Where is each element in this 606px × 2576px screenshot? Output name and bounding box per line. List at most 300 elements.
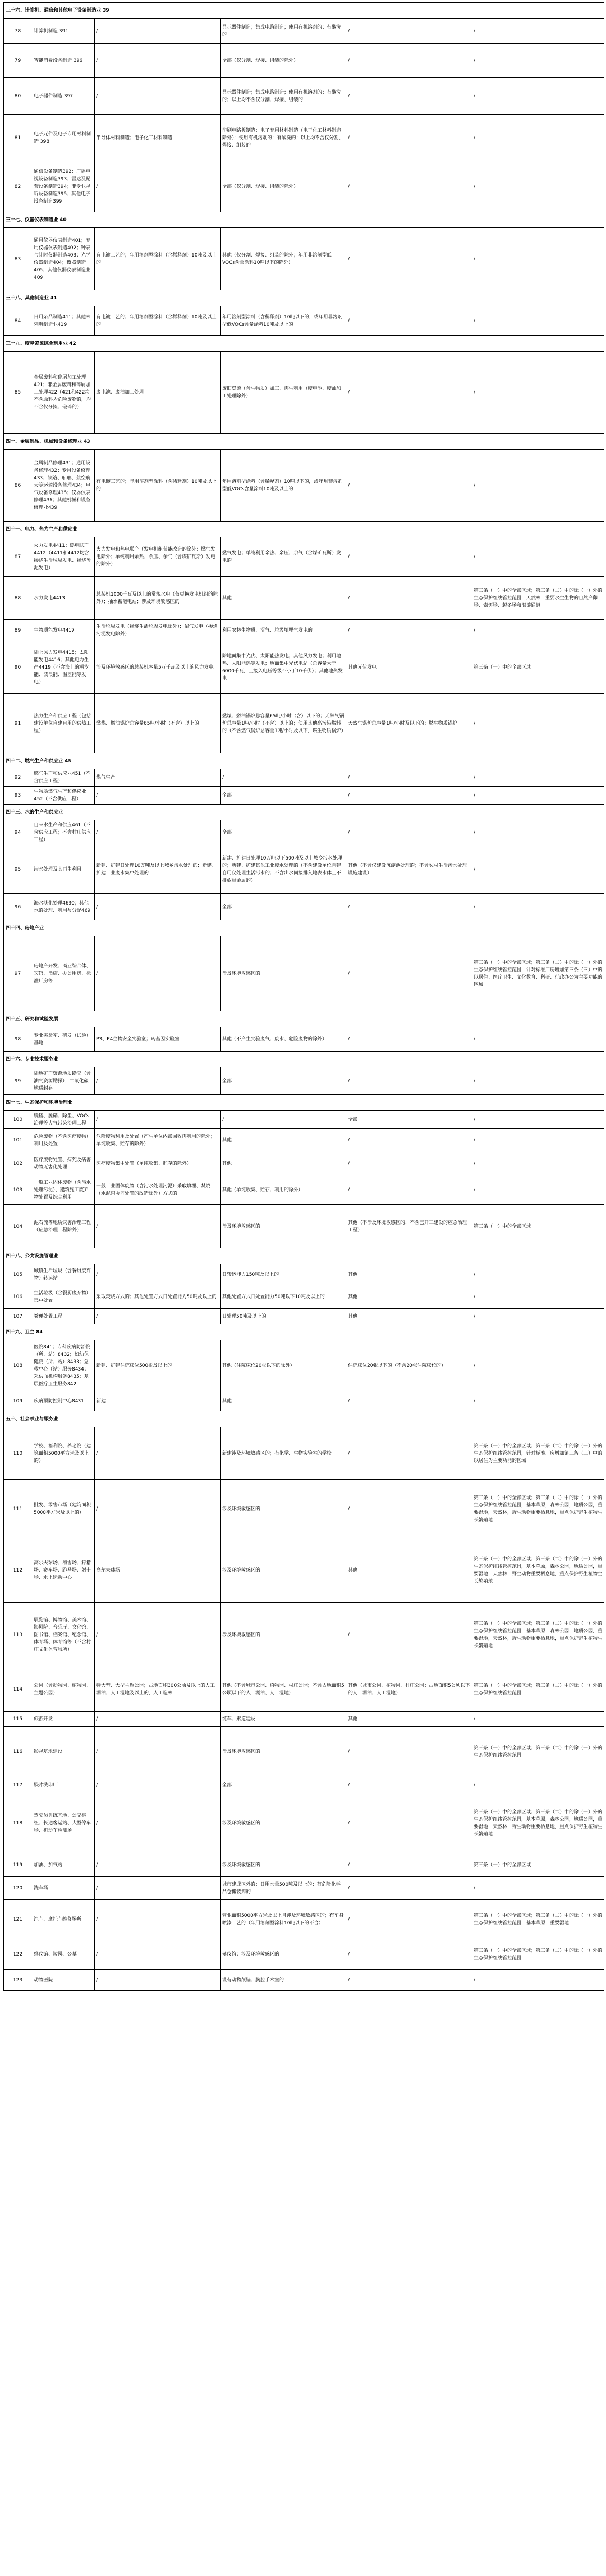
section-title: 四十七、生态保护和环境治理业 — [4, 1095, 604, 1111]
row-number: 98 — [4, 1027, 32, 1052]
project-category: 生活垃圾（含餐厨废弃物）集中处置 — [32, 1285, 95, 1309]
sensitive-area-definition: / — [472, 450, 604, 522]
report-form-criteria: 燃煤、燃油锅炉总容量65吨/小时（含）以下的；天然气锅炉总容量1吨/小时（不含）以上的；使用其他高污染燃料的（不含燃气锅炉总容量1吨/小时及以下，燃生物质锅炉） — [221, 694, 346, 753]
project-category: 城镇生活垃圾（含餐厨废弃物）转运站 — [32, 1264, 95, 1285]
table-row — [4, 1777, 604, 1793]
project-category: 旅游开发 — [32, 1712, 95, 1727]
sensitive-area-definition: / — [472, 1175, 604, 1205]
table-row — [4, 694, 604, 753]
report-form-criteria: 其他 — [221, 577, 346, 620]
report-form-criteria: 全部 — [221, 820, 346, 845]
table-row — [4, 577, 604, 620]
row-number: 78 — [4, 19, 32, 44]
report-book-criteria: 医疗废物集中处置（单纯收集、贮存的除外） — [95, 1152, 221, 1175]
section-title: 四十五、研究和试验发展 — [4, 1011, 604, 1027]
table-row — [4, 1667, 604, 1712]
table-row — [4, 1285, 604, 1309]
sensitive-area-definition: 第三条（一）中的全部区域；第三条（二）中的除（一）外的生态保护红线管控范围，基本草原，重要湿地 — [472, 1900, 604, 1939]
sensitive-area-definition: / — [472, 1067, 604, 1095]
sensitive-area-definition: / — [472, 845, 604, 894]
row-number: 112 — [4, 1538, 32, 1603]
report-book-criteria: 新建、扩建日处理10万吨及以上城乡污水处理的；新建、扩建工业废水集中处理的 — [95, 845, 221, 894]
sensitive-area-definition: / — [472, 1129, 604, 1152]
project-category: 加油、加气站 — [32, 1853, 95, 1877]
section-title: 四十三、水的生产和供应业 — [4, 805, 604, 820]
report-form-criteria: 全部 — [221, 1777, 346, 1793]
table-body — [4, 3, 604, 1991]
project-category: 自来水生产和供应461（不含供应工程；不含村庄供应工程） — [32, 820, 95, 845]
row-number: 111 — [4, 1480, 32, 1538]
table-row — [4, 1175, 604, 1205]
report-book-criteria: / — [95, 161, 221, 212]
report-book-criteria: / — [95, 1067, 221, 1095]
sensitive-area-definition: / — [472, 787, 604, 805]
report-form-criteria: 全部 — [221, 787, 346, 805]
registration-form-criteria: / — [346, 78, 472, 115]
report-book-criteria: / — [95, 1264, 221, 1285]
row-number: 92 — [4, 769, 32, 787]
row-number: 104 — [4, 1205, 32, 1248]
section-header-row — [4, 3, 604, 19]
table-row — [4, 787, 604, 805]
report-book-criteria: / — [95, 1939, 221, 1970]
section-title: 四十六、专业技术服务业 — [4, 1052, 604, 1067]
registration-form-criteria: / — [346, 450, 472, 522]
report-form-criteria: 显示器件制造；集成电路制造；使用有机溶剂的；有酸洗的 — [221, 19, 346, 44]
table-row — [4, 537, 604, 577]
sensitive-area-definition: / — [472, 820, 604, 845]
registration-form-criteria: 其他（不含仅建设沉淀池处理的；不含农村生活污水处理设施建设） — [346, 845, 472, 894]
section-header-row — [4, 1052, 604, 1067]
report-form-criteria: 涉及环境敏感区的 — [221, 1205, 346, 1248]
section-title: 三十六、计算机、通信和其他电子设备制造业 39 — [4, 3, 604, 19]
report-form-criteria: 利用农林生物质、沼气、垃圾填埋气发电的 — [221, 620, 346, 641]
sensitive-area-definition: / — [472, 44, 604, 78]
row-number: 86 — [4, 450, 32, 522]
report-book-criteria: 危险废物利用及处置（产生单位内部回收再利用的除外；单纯收集、贮存的除外） — [95, 1129, 221, 1152]
report-form-criteria: 全部（仅分割、焊接、组装的除外） — [221, 44, 346, 78]
sensitive-area-definition: / — [472, 1264, 604, 1285]
section-header-row — [4, 212, 604, 228]
section-header-row — [4, 434, 604, 450]
sensitive-area-definition: 第三条（一）中的全部区域；第三条（二）中的除（一）外的生态保护红线管控范围，天然林，重要水生生物的自然产卵场、索饵场、越冬场和洄游通道 — [472, 577, 604, 620]
row-number: 102 — [4, 1152, 32, 1175]
report-book-criteria: 煤气生产 — [95, 769, 221, 787]
report-form-criteria: / — [221, 769, 346, 787]
registration-form-criteria: / — [346, 1900, 472, 1939]
project-category: 热力生产和供应工程（包括建设单位自建自用的供热工程） — [32, 694, 95, 753]
row-number: 119 — [4, 1853, 32, 1877]
row-number: 101 — [4, 1129, 32, 1152]
table-row — [4, 641, 604, 694]
report-book-criteria: P3、P4生物安全实验室；转基因实验室 — [95, 1027, 221, 1052]
table-row — [4, 1603, 604, 1667]
row-number: 94 — [4, 820, 32, 845]
report-book-criteria: / — [95, 1877, 221, 1900]
report-form-criteria: 其他处置方式日处置能力50吨以下10吨及以上的 — [221, 1285, 346, 1309]
report-book-criteria: / — [95, 936, 221, 1011]
table-row — [4, 936, 604, 1011]
registration-form-criteria: / — [346, 1129, 472, 1152]
report-book-criteria: / — [95, 820, 221, 845]
report-form-criteria: 涉及环境敏感区的 — [221, 1603, 346, 1667]
row-number: 79 — [4, 44, 32, 78]
registration-form-criteria: / — [346, 1727, 472, 1777]
report-form-criteria: 印刷电路板制造；电子专用材料制造（电子化工材料制造除外）；使用有机溶剂的；有酸洗的；以上均不含仅分割、焊接、组装的 — [221, 115, 346, 161]
table-row — [4, 450, 604, 522]
table-row — [4, 1900, 604, 1939]
section-header-row — [4, 1411, 604, 1427]
project-category: 高尔夫球场、滑雪场、狩猎场、赛车场、跑马场、射击场、水上运动中心 — [32, 1538, 95, 1603]
report-book-criteria: / — [95, 1712, 221, 1727]
row-number: 116 — [4, 1727, 32, 1777]
sensitive-area-definition: 第三条（一）中的全部区域；第三条（二）中的除（一）外的生态保护红线管控范围 — [472, 1939, 604, 1970]
registration-form-criteria: 其他 — [346, 1285, 472, 1309]
row-number: 84 — [4, 306, 32, 336]
project-category: 粪便处置工程 — [32, 1309, 95, 1324]
sensitive-area-definition: / — [472, 19, 604, 44]
section-title: 三十九、废弃资源综合利用业 42 — [4, 336, 604, 352]
project-category: 胶片洗印厂 — [32, 1777, 95, 1793]
registration-form-criteria: / — [346, 1853, 472, 1877]
registration-form-criteria: 其他 — [346, 1538, 472, 1603]
table-row — [4, 19, 604, 44]
row-number: 122 — [4, 1939, 32, 1970]
table-row — [4, 115, 604, 161]
registration-form-criteria: / — [346, 936, 472, 1011]
report-form-criteria: 其他 — [221, 1391, 346, 1411]
report-form-criteria: 其他（住院床位20张以下的除外） — [221, 1340, 346, 1391]
sensitive-area-definition: 第三条（一）中的全部区域；第三条（二）中的除（一）外的生态保护红线管控范围 — [472, 1667, 604, 1712]
section-header-row — [4, 1011, 604, 1027]
report-book-criteria: / — [95, 78, 221, 115]
sensitive-area-definition: 第三条（一）中的全部区域；第三条（二）中的除（一）外的生态保护红线管控范围，基本草原，森林公园，地质公园，重要湿地，天然林，野生动物重要栖息地，重点保护野生植物生长繁殖地 — [472, 1480, 604, 1538]
section-header-row — [4, 1095, 604, 1111]
section-title: 四十、金属制品、机械和设备修理业 43 — [4, 434, 604, 450]
table-row — [4, 44, 604, 78]
page — [3, 2, 604, 1991]
report-book-criteria: 有电镀工艺的；年用溶剂型涂料（含稀释剂）10吨及以上的 — [95, 450, 221, 522]
project-category: 专业实验室、研发（试验）基地 — [32, 1027, 95, 1052]
sensitive-area-definition: 第三条（一）中的全部区域；第三条（二）中的除（一）外的生态保护红线管控范围，针对标准厂房增加第三条（三）中的以居住为主要功能的区域 — [472, 1427, 604, 1480]
report-form-criteria: 年用溶剂型涂料（含稀释剂）10吨以下的，或年用非溶剂型低VOCs含量涂料10吨及以上的 — [221, 306, 346, 336]
project-category: 动物医院 — [32, 1970, 95, 1991]
sensitive-area-definition: / — [472, 1152, 604, 1175]
report-form-criteria: 年用溶剂型涂料（含稀释剂）10吨以下的，或年用非溶剂型低VOCs含量涂料10吨及以上的 — [221, 450, 346, 522]
report-form-criteria: 设有动物颅脑、胸腔手术室的 — [221, 1970, 346, 1991]
sensitive-area-definition: 第三条（一）中的全部区域 — [472, 1853, 604, 1877]
project-category: 驾驶员训练基地、公交枢纽、长途客运站、大型停车场、机动车检测场 — [32, 1793, 95, 1853]
row-number: 123 — [4, 1970, 32, 1991]
row-number: 88 — [4, 577, 32, 620]
section-title: 四十一、电力、热力生产和供应业 — [4, 522, 604, 537]
table-row — [4, 1205, 604, 1248]
registration-form-criteria: / — [346, 820, 472, 845]
table-row — [4, 228, 604, 290]
sensitive-area-definition: / — [472, 161, 604, 212]
section-header-row — [4, 753, 604, 769]
section-title: 四十九、卫生 84 — [4, 1324, 604, 1340]
row-number: 109 — [4, 1391, 32, 1411]
row-number: 85 — [4, 352, 32, 434]
project-category: 批发、零售市场（建筑面积5000平方米及以上的） — [32, 1480, 95, 1538]
table-row — [4, 1427, 604, 1480]
report-book-criteria: 涉及环境敏感区的总装机容量5万千瓦及以上的风力发电 — [95, 641, 221, 694]
table-row — [4, 845, 604, 894]
project-category: 展览馆、博物馆、美术馆、影剧院、音乐厅、文化馆、图书馆、档案馆、纪念馆、体育场、体育馆等（不含村庄文化体育场所） — [32, 1603, 95, 1667]
report-book-criteria: / — [95, 1205, 221, 1248]
report-form-criteria: 涉及环境敏感区的 — [221, 1853, 346, 1877]
registration-form-criteria: / — [346, 787, 472, 805]
report-form-criteria: 涉及环境敏感区的 — [221, 1727, 346, 1777]
project-category: 通信设备制造392；广播电视设备制造393；雷达及配套设备制造394；非专业视听设备制造395；其他电子设备制造399 — [32, 161, 95, 212]
table-row — [4, 820, 604, 845]
report-form-criteria: 缆车、索道建设 — [221, 1712, 346, 1727]
sensitive-area-definition: / — [472, 1340, 604, 1391]
row-number: 100 — [4, 1111, 32, 1129]
section-title: 四十二、燃气生产和供应业 45 — [4, 753, 604, 769]
registration-form-criteria: / — [346, 1067, 472, 1095]
registration-form-criteria: / — [346, 1970, 472, 1991]
report-form-criteria: 除地面集中光伏、太阳能热发电；其他风力发电；利用地热、太阳能热等发电；地面集中光伏电站（总容量大于6000千瓦，且接入电压等级不小于10千伏）；其他地热发电 — [221, 641, 346, 694]
report-form-criteria: 涉及环境敏感区的 — [221, 1793, 346, 1853]
sensitive-area-definition: / — [472, 694, 604, 753]
row-number: 97 — [4, 936, 32, 1011]
sensitive-area-definition: / — [472, 620, 604, 641]
registration-form-criteria: / — [346, 352, 472, 434]
project-category: 计算机制造 391 — [32, 19, 95, 44]
registration-form-criteria: / — [346, 894, 472, 920]
registration-form-criteria: / — [346, 1877, 472, 1900]
project-category: 学校、福利院、养老院（建筑面积5000平方米及以上的） — [32, 1427, 95, 1480]
report-book-criteria: 特大型、大型主题公园；占地面积300公顷及以上的人工湖泊、人工湿地及以上的，人工造林 — [95, 1667, 221, 1712]
sensitive-area-definition: 第三条（一）中的全部区域；第三条（二）中的除（一）外的生态保护红线管控范围，基本草原，森林公园，地质公园，重要湿地，天然林，野生动物重要栖息地，重点保护野生植物生长繁殖地 — [472, 1538, 604, 1603]
sensitive-area-definition: 第三条（一）中的全部区域；第三条（二）中的除（一）外的生态保护红线管控范围，基本草原，森林公园，地质公园，重要湿地，天然林，野生动物重要栖息地，重点保护野生植物生长繁殖地 — [472, 1793, 604, 1853]
registration-form-criteria: 住院床位20张以下的（不含20张住院床位的） — [346, 1340, 472, 1391]
row-number: 106 — [4, 1285, 32, 1309]
project-category: 通用仪器仪表制造401；专用仪器仪表制造402；钟表与计时仪器制造403；光学仪器制造404；衡器制造405；其他仪器仪表制造业409 — [32, 228, 95, 290]
project-category: 医院841；专科疾病防治院（所、站）8432；妇幼保健院（所、站）8433；急救中心（站）服务8434；采供血机构服务8435；基层医疗卫生服务842 — [32, 1340, 95, 1391]
row-number: 93 — [4, 787, 32, 805]
report-form-criteria: 营业面积5000平方米及以上且涉及环境敏感区的；有车身喷漆工艺的（年用溶剂型涂料10吨以下的不含） — [221, 1900, 346, 1939]
table-row — [4, 1970, 604, 1991]
row-number: 103 — [4, 1175, 32, 1205]
project-category: 水力发电4413 — [32, 577, 95, 620]
registration-form-criteria: / — [346, 306, 472, 336]
report-book-criteria: 新建 — [95, 1391, 221, 1411]
project-category: 医疗废物处置、病死及病害动物无害化处理 — [32, 1152, 95, 1175]
registration-form-criteria: 其他光伏发电 — [346, 641, 472, 694]
project-category: 房地产开发、商业综合体、宾馆、酒店、办公用房、标准厂房等 — [32, 936, 95, 1011]
project-category: 生物质燃气生产和供应业452（不含供应工程） — [32, 787, 95, 805]
report-book-criteria: 生活垃圾发电（掺烧生活垃圾发电除外）；沼气发电（掺烧污泥发电除外） — [95, 620, 221, 641]
report-form-criteria: / — [221, 1111, 346, 1129]
registration-form-criteria: 其他 — [346, 1309, 472, 1324]
project-category: 泥石流等地质灾害治理工程（应急治理工程除外） — [32, 1205, 95, 1248]
registration-form-criteria: / — [346, 1480, 472, 1538]
row-number: 117 — [4, 1777, 32, 1793]
registration-form-criteria: / — [346, 769, 472, 787]
sensitive-area-definition: / — [472, 78, 604, 115]
project-category: 电子器件制造 397 — [32, 78, 95, 115]
table-row — [4, 1309, 604, 1324]
registration-form-criteria: / — [346, 1777, 472, 1793]
row-number: 113 — [4, 1603, 32, 1667]
report-form-criteria: 其他 — [221, 1152, 346, 1175]
project-category: 污水处理及其再生利用 — [32, 845, 95, 894]
project-category: 电子元件及电子专用材料制造 398 — [32, 115, 95, 161]
report-book-criteria: / — [95, 787, 221, 805]
table-row — [4, 1480, 604, 1538]
project-category: 脱硫、脱硝、除尘、VOCs治理等大气污染治理工程 — [32, 1111, 95, 1129]
project-category: 海水淡化处理4630；其他水的处理、利用与分配469 — [32, 894, 95, 920]
project-category: 公园（含动物园、植物园、主题公园） — [32, 1667, 95, 1712]
eia-classification-table — [3, 2, 604, 1991]
report-book-criteria: 有电镀工艺的；年用溶剂型涂料（含稀释剂）10吨及以上的 — [95, 306, 221, 336]
table-row — [4, 1727, 604, 1777]
registration-form-criteria: / — [346, 1939, 472, 1970]
row-number: 87 — [4, 537, 32, 577]
registration-form-criteria: / — [346, 44, 472, 78]
report-book-criteria: 半导体材料制造；电子化工材料制造 — [95, 115, 221, 161]
report-form-criteria: 其他（不产生实验废气、废水、危险废物的除外） — [221, 1027, 346, 1052]
table-row — [4, 1129, 604, 1152]
report-form-criteria: 涉及环境敏感区的 — [221, 936, 346, 1011]
project-category: 燃气生产和供应业451（不含供应工程） — [32, 769, 95, 787]
sensitive-area-definition: / — [472, 1285, 604, 1309]
report-book-criteria: / — [95, 1427, 221, 1480]
project-category: 一般工业固体废物（含污水处理污泥）、建筑施工废弃物处置及综合利用 — [32, 1175, 95, 1205]
project-category: 智能消费设备制造 396 — [32, 44, 95, 78]
report-form-criteria: 日处理50吨及以上的 — [221, 1309, 346, 1324]
row-number: 95 — [4, 845, 32, 894]
registration-form-criteria: / — [346, 537, 472, 577]
row-number: 115 — [4, 1712, 32, 1727]
report-book-criteria: / — [95, 1970, 221, 1991]
report-book-criteria: / — [95, 1853, 221, 1877]
sensitive-area-definition: / — [472, 1391, 604, 1411]
sensitive-area-definition: / — [472, 894, 604, 920]
sensitive-area-definition: 第三条（一）中的全部区域 — [472, 1205, 604, 1248]
registration-form-criteria: 其他 — [346, 1264, 472, 1285]
report-book-criteria: / — [95, 44, 221, 78]
report-form-criteria: 涉及环境敏感区的 — [221, 1538, 346, 1603]
section-header-row — [4, 290, 604, 306]
row-number: 80 — [4, 78, 32, 115]
registration-form-criteria: / — [346, 19, 472, 44]
project-category: 火力发电4411；热电联产4412（4411和4412均含掺烧生活垃圾发电、掺烧污泥发电） — [32, 537, 95, 577]
table-row — [4, 1538, 604, 1603]
sensitive-area-definition: / — [472, 769, 604, 787]
registration-form-criteria: / — [346, 577, 472, 620]
table-row — [4, 1853, 604, 1877]
sensitive-area-definition: 第三条（一）中的全部区域；第三条（二）中的除（一）外的生态保护红线管控范围，针对标准厂房增加第三条（三）中的以居住、医疗卫生、文化教育、科研、行政办公为主要功能的区域 — [472, 936, 604, 1011]
report-form-criteria: 新建、扩建日处理10万吨以下500吨及以上城乡污水处理的；新建、扩建其他工业废水处理的（不含建设单位自建自用仅处理生活污水的；不含出水间接排入地表水体且不排放重金属的） — [221, 845, 346, 894]
table-row — [4, 306, 604, 336]
report-book-criteria: / — [95, 1603, 221, 1667]
report-form-criteria: 其他（仅分割、焊接、组装的除外；年用非溶剂型低VOCs含量涂料10吨以下的除外） — [221, 228, 346, 290]
report-book-criteria: / — [95, 894, 221, 920]
table-row — [4, 1712, 604, 1727]
report-book-criteria: / — [95, 1777, 221, 1793]
row-number: 89 — [4, 620, 32, 641]
row-number: 120 — [4, 1877, 32, 1900]
report-form-criteria: 废旧资源（含生物质）加工、再生利用（废电池、废油加工处理除外） — [221, 352, 346, 434]
project-category: 影视基地建设 — [32, 1727, 95, 1777]
project-category: 生物质能发电4417 — [32, 620, 95, 641]
row-number: 121 — [4, 1900, 32, 1939]
section-header-row — [4, 805, 604, 820]
table-row — [4, 1939, 604, 1970]
report-book-criteria: / — [95, 1727, 221, 1777]
table-row — [4, 620, 604, 641]
table-row — [4, 769, 604, 787]
project-category: 危险废物（不含医疗废物）利用及处置 — [32, 1129, 95, 1152]
section-header-row — [4, 522, 604, 537]
table-row — [4, 1340, 604, 1391]
project-category: 日用杂品制造411；其他未列明制造业419 — [32, 306, 95, 336]
section-header-row — [4, 920, 604, 936]
report-form-criteria: 涉及环境敏感区的 — [221, 1480, 346, 1538]
section-title: 五十、社会事业与服务业 — [4, 1411, 604, 1427]
report-book-criteria: 采取焚烧方式的；其他处置方式日处置能力50吨及以上的 — [95, 1285, 221, 1309]
sensitive-area-definition: 第三条（一）中的全部区域 — [472, 641, 604, 694]
sensitive-area-definition: / — [472, 1777, 604, 1793]
report-form-criteria: 全部 — [221, 894, 346, 920]
report-form-criteria: 其他（单纯收集、贮存、利用的除外） — [221, 1175, 346, 1205]
row-number: 114 — [4, 1667, 32, 1712]
row-number: 96 — [4, 894, 32, 920]
section-title: 三十七、仪器仪表制造业 40 — [4, 212, 604, 228]
project-category: 汽车、摩托车维修场所 — [32, 1900, 95, 1939]
report-book-criteria: 高尔夫球场 — [95, 1538, 221, 1603]
registration-form-criteria: / — [346, 1603, 472, 1667]
table-row — [4, 894, 604, 920]
table-row — [4, 1067, 604, 1095]
section-header-row — [4, 1324, 604, 1340]
sensitive-area-definition: / — [472, 537, 604, 577]
report-form-criteria: 全部（仅分割、焊接、组装的除外） — [221, 161, 346, 212]
project-category: 金属制品修理431；通用设备修理432；专用设备修理433；铁路、船舶、航空航天等运输设备修理434；电气设备修理435；仪器仪表修理436；其他机械和设备修理业439 — [32, 450, 95, 522]
sensitive-area-definition: / — [472, 1712, 604, 1727]
registration-form-criteria: / — [346, 228, 472, 290]
report-form-criteria: 显示器件制造；集成电路制造；使用有机溶剂的；有酸洗的；以上均不含仅分割、焊接、组装的 — [221, 78, 346, 115]
table-row — [4, 1264, 604, 1285]
report-form-criteria: 日转运能力150吨及以上的 — [221, 1264, 346, 1285]
registration-form-criteria: / — [346, 1152, 472, 1175]
registration-form-criteria: 其他（城市公园、植物园、村庄公园；占地面积5公顷以下的人工湖泊、人工湿地） — [346, 1667, 472, 1712]
report-book-criteria: 总装机1000千瓦及以上的常规水电（仅更换发电机组的除外）；抽水蓄能电站；涉及环境敏感区的 — [95, 577, 221, 620]
report-book-criteria: / — [95, 1309, 221, 1324]
report-book-criteria: 一般工业固体废物（含污水处理污泥）采取填埋、焚烧（水泥窑协同处置的改造除外）方式的 — [95, 1175, 221, 1205]
row-number: 82 — [4, 161, 32, 212]
row-number: 110 — [4, 1427, 32, 1480]
registration-form-criteria: 其他（不涉及环境敏感区的，不含已开工建设的应急治理工程） — [346, 1205, 472, 1248]
registration-form-criteria: 其他 — [346, 1712, 472, 1727]
registration-form-criteria: / — [346, 115, 472, 161]
row-number: 90 — [4, 641, 32, 694]
report-book-criteria: / — [95, 1793, 221, 1853]
table-row — [4, 352, 604, 434]
registration-form-criteria: 天然气锅炉总容量1吨/小时及以下的；燃生物质锅炉 — [346, 694, 472, 753]
sensitive-area-definition: / — [472, 306, 604, 336]
section-title: 四十八、公共设施管理业 — [4, 1248, 604, 1264]
row-number: 108 — [4, 1340, 32, 1391]
row-number: 91 — [4, 694, 32, 753]
row-number: 99 — [4, 1067, 32, 1095]
sensitive-area-definition: / — [472, 115, 604, 161]
report-form-criteria: 新建涉及环境敏感区的；有化学、生物实验室的学校 — [221, 1427, 346, 1480]
